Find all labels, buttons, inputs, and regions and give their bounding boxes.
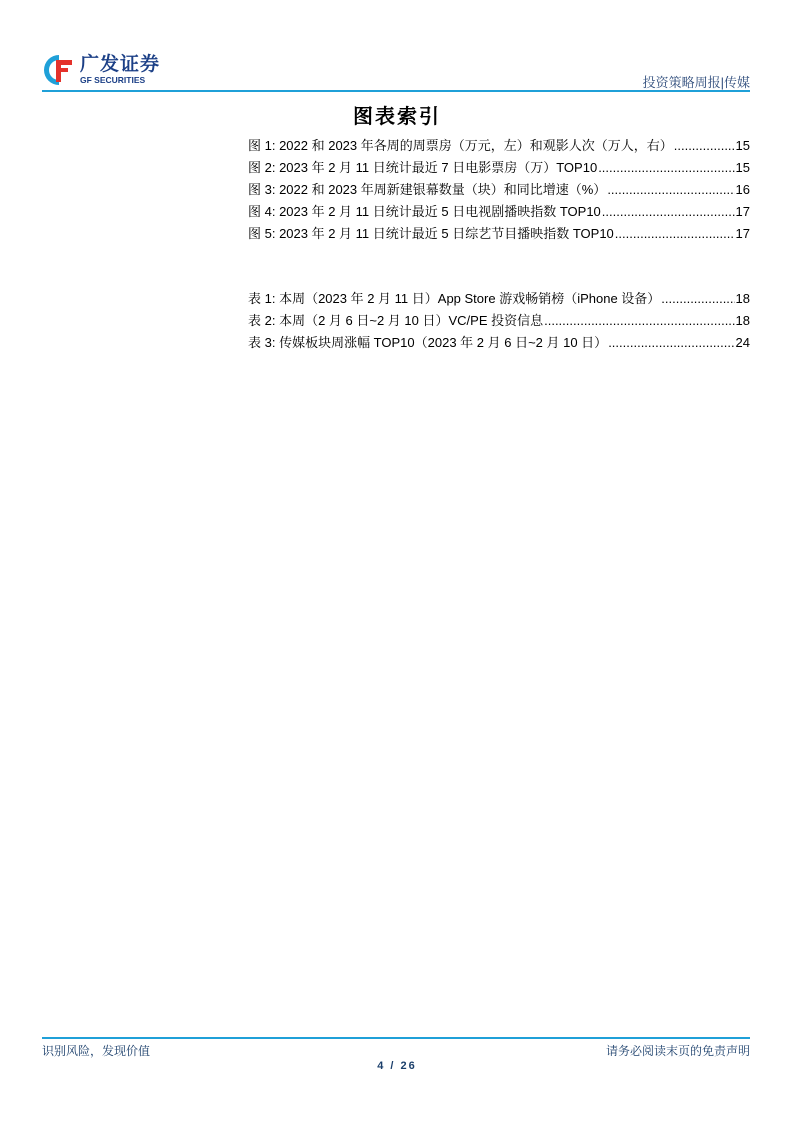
toc-page: 15 bbox=[735, 138, 750, 153]
dot-leader bbox=[608, 335, 734, 350]
footer-disclaimer: 请务必阅读末页的免责声明 bbox=[605, 1044, 750, 1058]
logo-chinese-name: 广发证券 bbox=[80, 54, 161, 75]
toc-label: 图 4: 2023 年 2 月 11 日统计最近 5 日电视剧播映指数 TOP10 bbox=[248, 204, 601, 219]
dot-leader bbox=[661, 291, 734, 306]
figure-index bbox=[248, 135, 750, 245]
toc-page: 16 bbox=[735, 182, 750, 197]
logo-english-name: GF SECURITIES bbox=[80, 75, 146, 85]
toc-entry[interactable] bbox=[248, 310, 750, 332]
dot-leader bbox=[615, 226, 735, 241]
toc-page: 15 bbox=[735, 160, 750, 175]
toc-page: 17 bbox=[735, 226, 750, 241]
toc-label: 表 1: 本周（2023 年 2 月 11 日）App Store 游戏畅销榜（iPhone 设备） bbox=[248, 291, 661, 306]
header-divider bbox=[42, 90, 750, 92]
footer-slogan: 识别风险，发现价值 bbox=[42, 1044, 151, 1058]
toc-entry[interactable] bbox=[248, 157, 750, 179]
table-index bbox=[248, 288, 750, 354]
toc-label: 图 5: 2023 年 2 月 11 日统计最近 5 日综艺节目播映指数 TOP10 bbox=[248, 226, 614, 241]
footer-divider bbox=[42, 1037, 750, 1039]
toc-label: 表 2: 本周（2 月 6 日~2 月 10 日）VC/PE 投资信息 bbox=[248, 313, 544, 328]
company-logo bbox=[42, 53, 160, 87]
toc-page: 18 bbox=[735, 313, 750, 328]
toc-entry[interactable] bbox=[248, 223, 750, 245]
toc-label: 图 1: 2022 和 2023 年各周的周票房（万元，左）和观影人次（万人，右） bbox=[248, 138, 673, 153]
toc-label: 图 2: 2023 年 2 月 11 日统计最近 7 日电影票房（万）TOP10 bbox=[248, 160, 598, 175]
dot-leader bbox=[598, 160, 734, 175]
dot-leader bbox=[544, 313, 734, 328]
report-type: 投资策略周报|传媒 bbox=[642, 75, 750, 90]
toc-entry[interactable] bbox=[248, 201, 750, 223]
dot-leader bbox=[674, 138, 735, 153]
toc-page: 18 bbox=[735, 291, 750, 306]
gf-logo-icon bbox=[42, 53, 76, 87]
dot-leader bbox=[602, 204, 735, 219]
page-title: 图表索引 bbox=[353, 104, 441, 128]
toc-label: 表 3: 传媒板块周涨幅 TOP10（2023 年 2 月 6 日~2 月 10 日） bbox=[248, 335, 608, 350]
toc-entry[interactable] bbox=[248, 179, 750, 201]
toc-label: 图 3: 2022 和 2023 年周新建银幕数量（块）和同比增速（%） bbox=[248, 182, 607, 197]
page-number: 4 / 26 bbox=[377, 1060, 417, 1072]
toc-entry[interactable] bbox=[248, 332, 750, 354]
toc-entry[interactable] bbox=[248, 135, 750, 157]
toc-page: 24 bbox=[735, 335, 750, 350]
dot-leader bbox=[607, 182, 734, 197]
toc-entry[interactable] bbox=[248, 288, 750, 310]
toc-page: 17 bbox=[735, 204, 750, 219]
